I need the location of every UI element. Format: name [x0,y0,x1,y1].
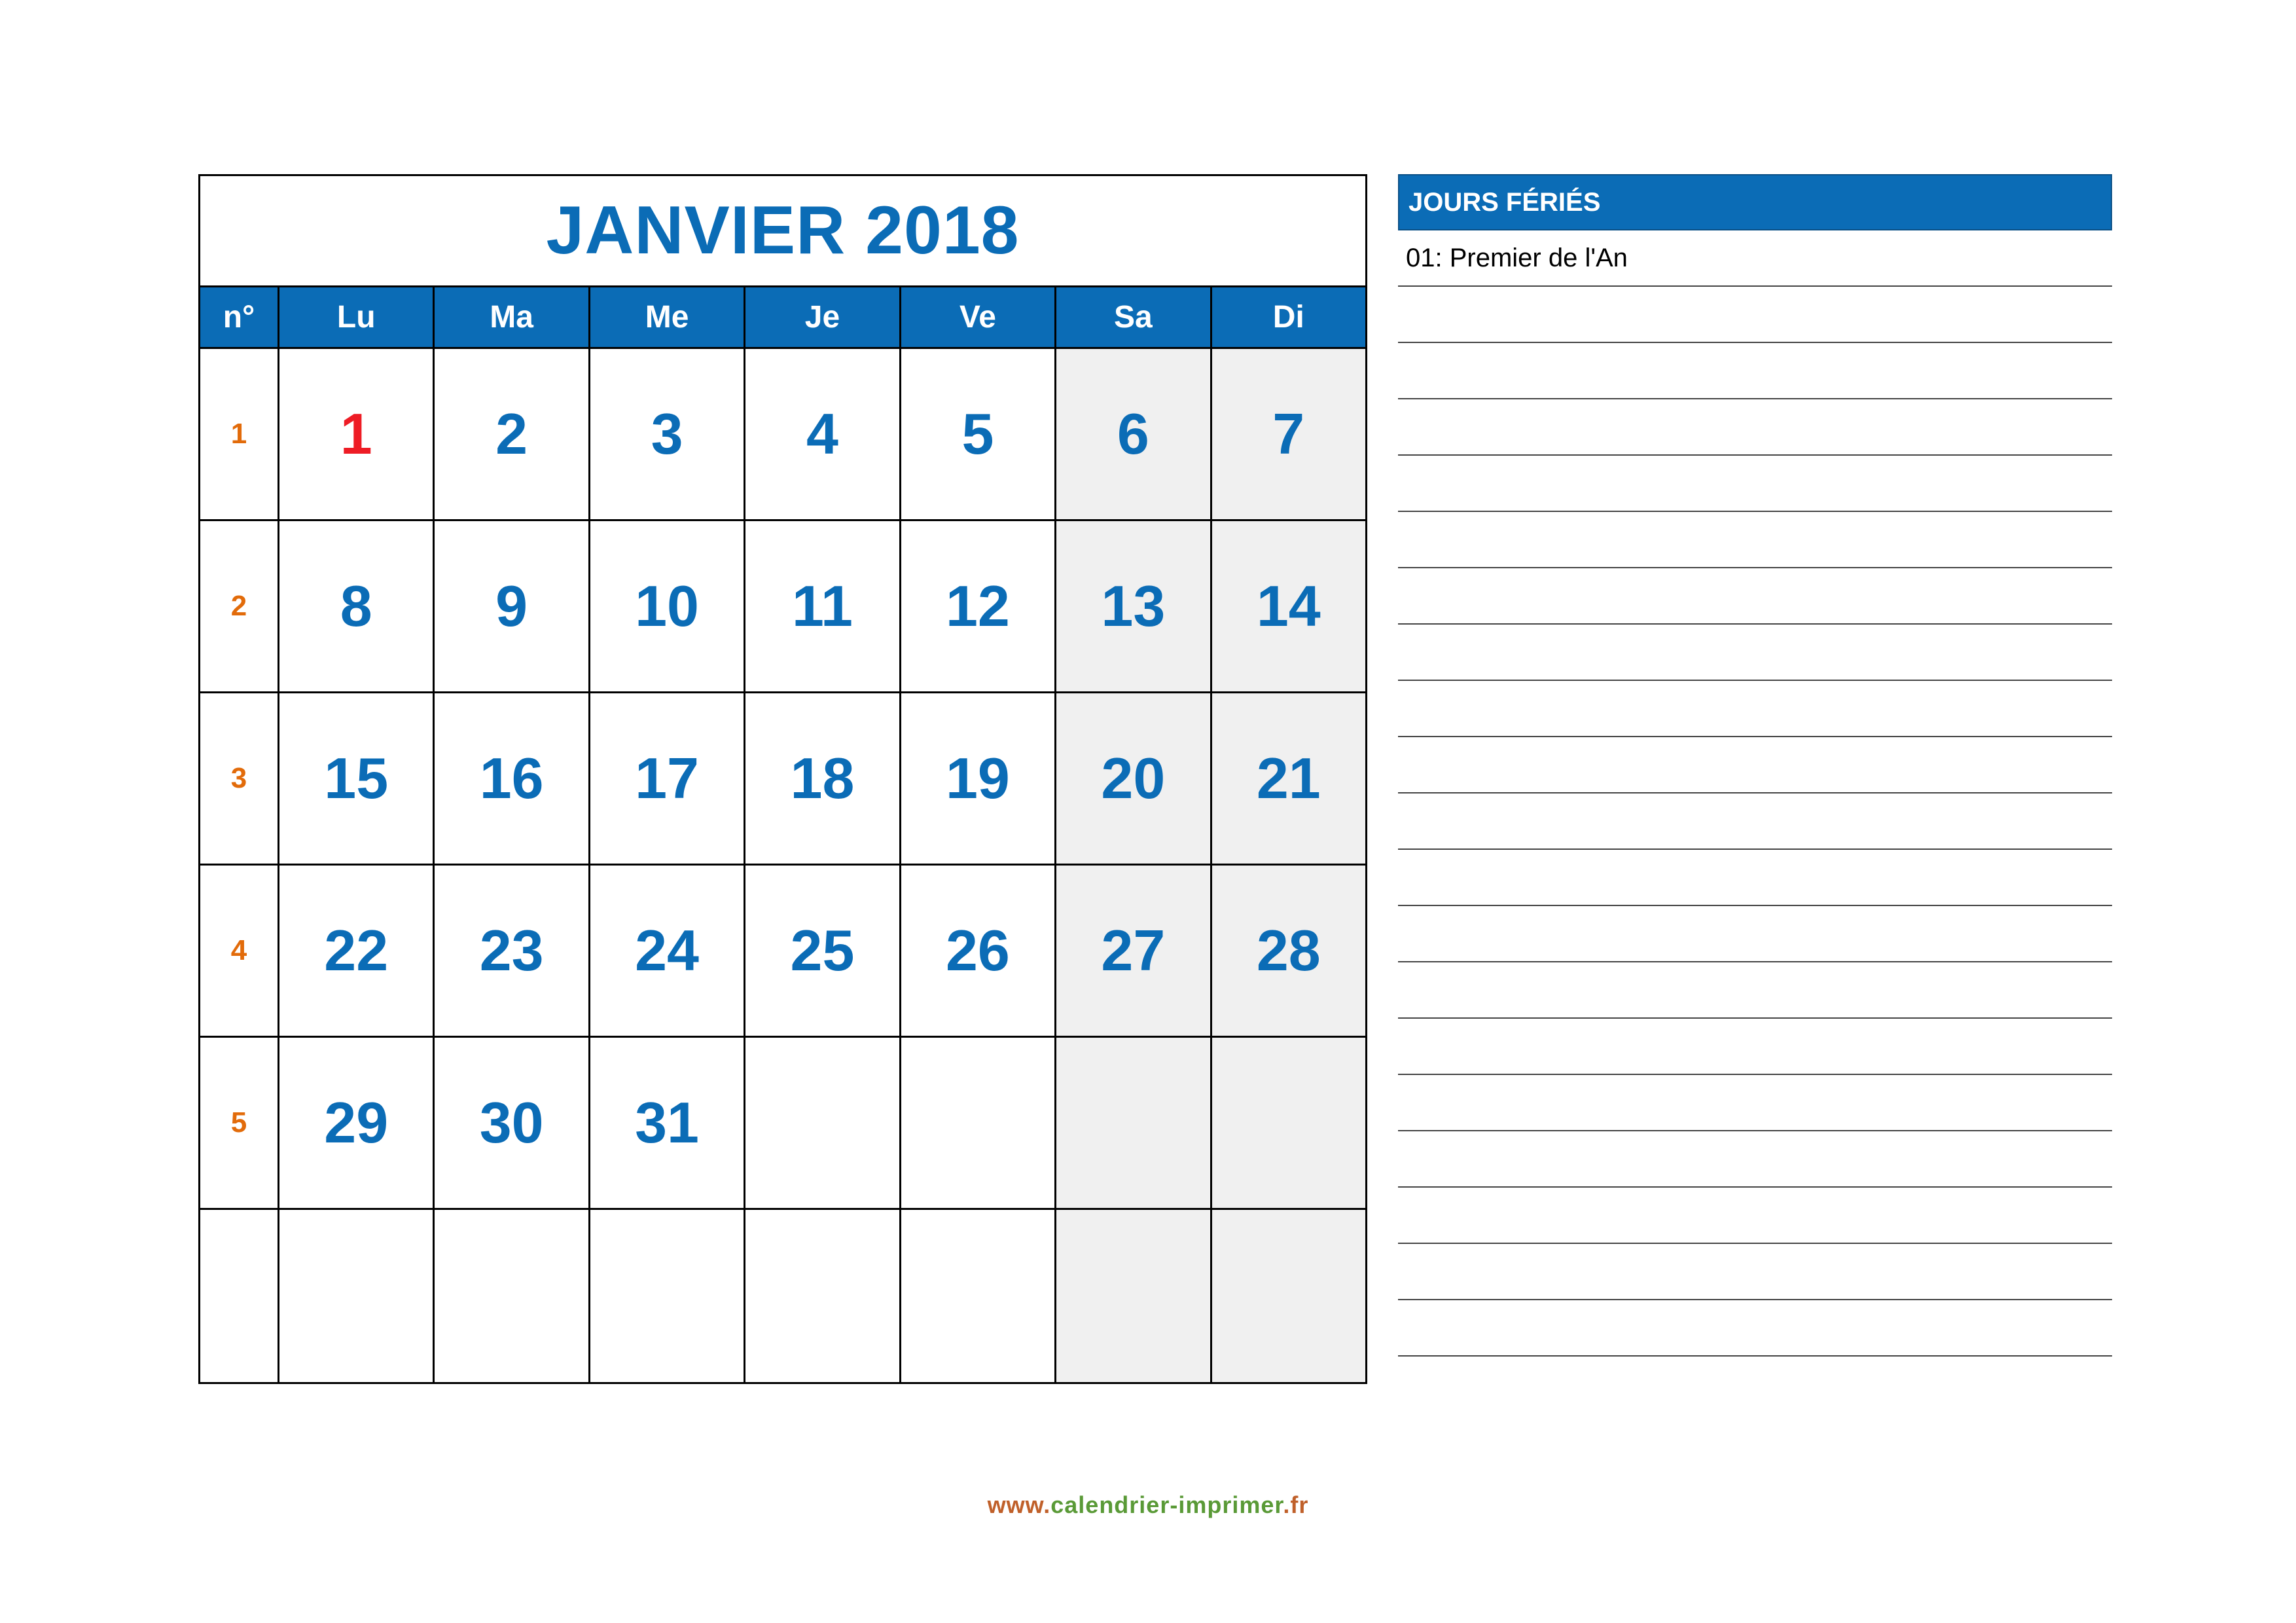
calendar-grid [200,287,1365,1382]
holiday-line [1398,512,2112,568]
day-cell[interactable]: 20 [1054,693,1210,866]
day-header-thursday: Je [744,287,899,349]
holiday-line [1398,906,2112,962]
holiday-line [1398,1244,2112,1300]
day-cell[interactable]: 4 [744,349,899,521]
day-cell[interactable]: 15 [278,693,433,866]
footer-url-middle: calendrier-imprimer [1050,1491,1283,1518]
day-cell[interactable] [1210,1038,1365,1210]
holiday-line [1398,287,2112,343]
day-cell[interactable]: 29 [278,1038,433,1210]
day-cell[interactable] [899,1038,1054,1210]
day-cell[interactable]: 26 [899,866,1054,1038]
day-cell[interactable]: 6 [1054,349,1210,521]
holiday-line [1398,793,2112,850]
day-cell[interactable]: 13 [1054,521,1210,693]
day-cell[interactable]: 2 [433,349,588,521]
day-cell[interactable] [278,1210,433,1382]
holiday-line: 01: Premier de l'An [1398,230,2112,287]
footer-url-prefix: www. [987,1491,1051,1518]
day-cell[interactable]: 11 [744,521,899,693]
holiday-line [1398,1131,2112,1188]
holiday-line [1398,681,2112,737]
day-cell[interactable]: 17 [588,693,744,866]
holiday-line [1398,343,2112,399]
holiday-line [1398,962,2112,1019]
holiday-line [1398,1019,2112,1075]
day-cell[interactable]: 3 [588,349,744,521]
day-cell[interactable] [744,1210,899,1382]
day-cell[interactable] [588,1210,744,1382]
holiday-line [1398,850,2112,906]
week-number: 4 [200,866,278,1038]
day-header-friday: Ve [899,287,1054,349]
holiday-line [1398,1188,2112,1244]
week-number: 5 [200,1038,278,1210]
day-cell[interactable] [1210,1210,1365,1382]
day-cell[interactable]: 8 [278,521,433,693]
day-header-monday: Lu [278,287,433,349]
day-cell[interactable]: 24 [588,866,744,1038]
day-cell[interactable]: 9 [433,521,588,693]
day-cell[interactable]: 5 [899,349,1054,521]
day-cell[interactable] [899,1210,1054,1382]
day-cell[interactable]: 22 [278,866,433,1038]
week-number: 1 [200,349,278,521]
holiday-line [1398,399,2112,456]
holidays-title: JOURS FÉRIÉS [1398,174,2112,230]
day-cell[interactable]: 30 [433,1038,588,1210]
day-cell[interactable]: 23 [433,866,588,1038]
day-cell[interactable]: 18 [744,693,899,866]
day-cell[interactable]: 31 [588,1038,744,1210]
day-cell[interactable] [1054,1038,1210,1210]
day-cell[interactable]: 7 [1210,349,1365,521]
week-number [200,1210,278,1382]
day-header-tuesday: Ma [433,287,588,349]
day-cell[interactable]: 12 [899,521,1054,693]
week-number: 3 [200,693,278,866]
day-cell[interactable] [1054,1210,1210,1382]
holiday-line [1398,625,2112,681]
day-cell[interactable]: 21 [1210,693,1365,866]
day-cell[interactable]: 16 [433,693,588,866]
holiday-line [1398,568,2112,625]
month-title: JANVIER 2018 [200,176,1365,287]
holidays-lines [1398,230,2112,1357]
week-number-header: n° [200,287,278,349]
holiday-line [1398,1300,2112,1357]
day-cell[interactable]: 19 [899,693,1054,866]
day-header-saturday: Sa [1054,287,1210,349]
day-cell[interactable]: 25 [744,866,899,1038]
day-cell[interactable]: 27 [1054,866,1210,1038]
calendar [198,174,1367,1384]
day-cell[interactable]: 10 [588,521,744,693]
week-number: 2 [200,521,278,693]
day-cell[interactable] [744,1038,899,1210]
holidays-panel [1398,174,2112,1357]
day-cell[interactable] [433,1210,588,1382]
day-header-wednesday: Me [588,287,744,349]
footer-url-suffix: .fr [1283,1491,1309,1518]
day-cell[interactable]: 1 [278,349,433,521]
day-cell[interactable]: 14 [1210,521,1365,693]
holiday-line [1398,737,2112,793]
holiday-line [1398,456,2112,512]
day-cell[interactable]: 28 [1210,866,1365,1038]
holiday-line [1398,1075,2112,1131]
day-header-sunday: Di [1210,287,1365,349]
footer-url[interactable] [0,1491,2296,1519]
